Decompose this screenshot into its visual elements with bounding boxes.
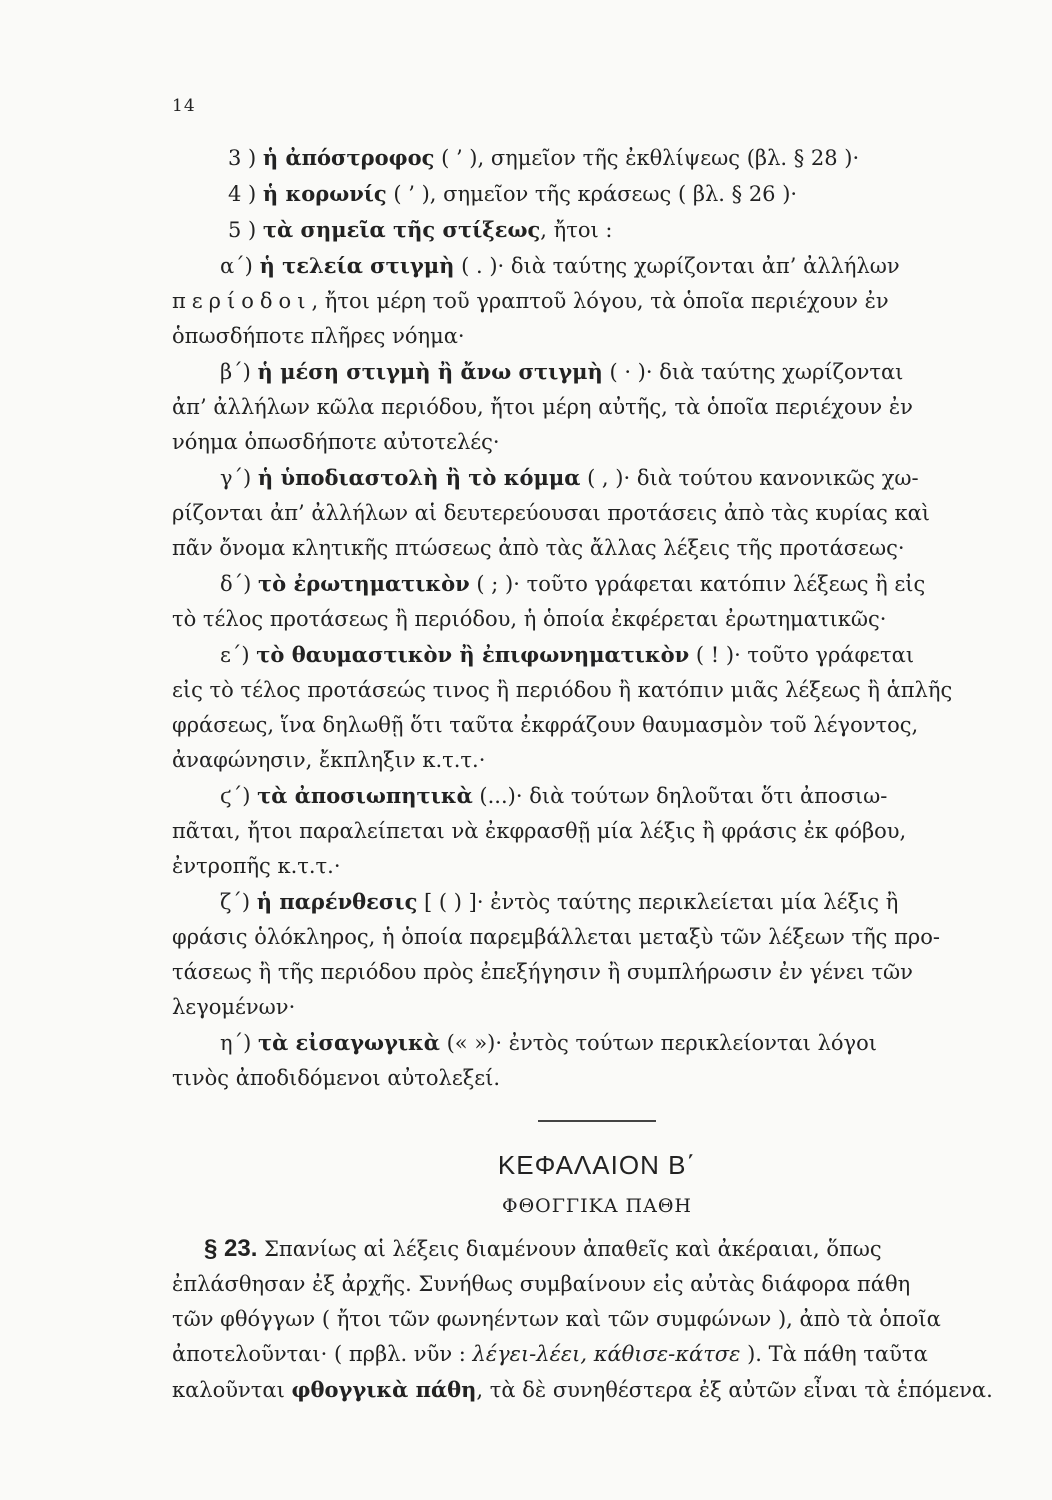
subitem-label: ε΄) <box>220 643 257 667</box>
section-number: § 23. <box>204 1235 258 1262</box>
subitem-label: β΄) <box>220 360 258 384</box>
term-punctuation: τὰ σημεῖα τῆς στίξεως <box>262 217 541 242</box>
section-line-3: τῶν φθόγγων ( ἤτοι τῶν φωνηέντων καὶ τῶν συμφώνων ), ἀπὸ τὰ ὁποῖα <box>172 1307 941 1331</box>
term-middle-stop: ἡ μέση στιγμὴ ἢ ἄνω στιγμὴ <box>257 359 603 384</box>
subitem-e-line4: ἀναφώνησιν, ἔκπληξιν κ.τ.τ.· <box>172 748 486 772</box>
term-ellipsis: τὰ ἀποσιωπητικὰ <box>257 783 473 808</box>
item-5 <box>172 212 1022 248</box>
term-comma: ἡ ὑποδιαστολὴ ἢ τὸ κόμμα <box>257 465 581 490</box>
subitem-text: (...)· διὰ τούτων δηλοῦται ὅτι ἀποσιω- <box>472 784 888 808</box>
subitem-g <box>172 884 1022 920</box>
subitem-a-line2 <box>172 284 1022 319</box>
divider-rule <box>538 1120 656 1122</box>
subitem-h-line2: τινὸς ἀποδιδόμενοι αὐτολεξεί. <box>172 1066 501 1090</box>
subitem-d <box>172 566 1022 602</box>
section-line-4 <box>172 1337 1022 1372</box>
page-content <box>172 140 1022 1408</box>
subitem-f-line2: πᾶται, ἤτοι παραλείπεται νὰ ἐκφρασθῇ μία λέξις ἢ φράσις ἐκ φόβου, <box>172 819 907 843</box>
item-text: ( ’ ), σημεῖον τῆς ἐκθλίψεως (βλ. § 28 )· <box>434 146 860 170</box>
term-exclamation: τὸ θαυμαστικὸν ἢ ἐπιφωνηματικὸν <box>256 642 690 667</box>
subitem-h <box>172 1025 1022 1061</box>
term-full-stop: ἡ τελεία στιγμὴ <box>259 253 455 278</box>
subitem-label: γ΄) <box>220 466 258 490</box>
subitem-label: δ΄) <box>220 572 259 596</box>
subitem-a-line3: ὁπωσδήποτε πλῆρες νόημα· <box>172 324 465 348</box>
subitem-e <box>172 637 1022 673</box>
term-quotation-marks: τὰ εἰσαγωγικὰ <box>257 1030 440 1055</box>
section-text: ἀποτελοῦνται· ( πρβλ. νῦν : <box>172 1342 473 1366</box>
subitem-c-line3: πᾶν ὄνομα κλητικῆς πτώσεως ἀπὸ τὰς ἄλλας λέξεις τῆς προτάσεως· <box>172 536 905 560</box>
subitem-text: ( ; )· τοῦτο γράφεται κατόπιν λέξεως ἢ εἰς <box>469 572 926 596</box>
subitem-f-line3: ἐντροπῆς κ.τ.τ.· <box>172 854 341 878</box>
section-23 <box>172 1231 1022 1408</box>
subitem-b-line2: ἀπ’ ἀλλήλων κῶλα περιόδου, ἤτοι μέρη αὐτῆς, τὰ ὁποῖα περιέχουν ἐν <box>172 395 913 419</box>
section-line-5 <box>172 1372 1022 1408</box>
subitem-e-line3: φράσεως, ἵνα δηλωθῇ ὅτι ταῦτα ἐκφράζουν θαυμασμὸν τοῦ λέγοντος, <box>172 713 919 737</box>
subitem-text: ( ! )· τοῦτο γράφεται <box>689 643 915 667</box>
section-line-2: ἐπλάσθησαν ἐξ ἀρχῆς. Συνήθως συμβαίνουν εἰς αὐτὰς διάφορα πάθη <box>172 1272 911 1296</box>
section-text: Σπανίως αἱ λέξεις διαμένουν ἀπαθεῖς καὶ ἀκέραιαι, ὅπως <box>257 1237 882 1261</box>
subitem-text: ( . )· διὰ ταύτης χωρίζονται ἀπ’ ἀλλήλων <box>454 254 900 278</box>
term-apostrophe: ἡ ἀπόστροφος <box>262 145 435 170</box>
item-text: , ἤτοι : <box>540 218 613 242</box>
subitem-text: ( · )· διὰ ταύτης χωρίζονται <box>602 360 904 384</box>
section-text: ). Τὰ πάθη ταῦτα <box>740 1342 928 1366</box>
subitem-text: [ ( ) ]· ἐντὸς ταύτης περικλείεται μία λέξις ἢ <box>417 890 899 914</box>
section-text: καλοῦνται <box>172 1378 292 1402</box>
subitem-e-line2: εἰς τὸ τέλος προτάσεώς τινος ἢ περιόδου ἢ κατόπιν μιᾶς λέξεως ἢ ἁπλῆς <box>172 678 953 702</box>
subitem-g-line4: λεγομένων· <box>172 995 296 1019</box>
section-text: , τὰ δὲ συνηθέστερα ἐξ αὐτῶν εἶναι τὰ ἑπόμενα. <box>476 1378 993 1402</box>
subitem-b-line3: νόημα ὁπωσδήποτε αὐτοτελές· <box>172 430 500 454</box>
subitem-text: ( , )· διὰ τούτου κανονικῶς χω- <box>580 466 919 490</box>
item-4 <box>172 176 1022 212</box>
term-coronis: ἡ κορωνίς <box>262 181 387 206</box>
chapter-subtitle: ΦΘΟΓΓΙΚΑ ΠΑΘΗ <box>502 1195 692 1217</box>
section-line-1 <box>172 1231 1022 1267</box>
item-3 <box>172 140 1022 176</box>
item-number: 3 ) <box>228 146 263 170</box>
subitem-g-line3: τάσεως ἢ τῆς περιόδου πρὸς ἐπεξήγησιν ἢ συμπλήρωσιν ἐν γένει τῶν <box>172 960 913 984</box>
item-number: 5 ) <box>228 218 263 242</box>
term-question-mark: τὸ ἐρωτηματικὸν <box>258 571 470 596</box>
term-phonetic-changes: φθογγικὰ πάθη <box>291 1377 477 1402</box>
term-parenthesis: ἡ παρένθεσις <box>256 889 418 914</box>
page-number: 14 <box>172 96 196 116</box>
subitem-label: ζ΄) <box>220 890 257 914</box>
item-text: ( ’ ), σημεῖον τῆς κράσεως ( βλ. § 26 )· <box>386 182 798 206</box>
subitem-text: (« »)· ἐντὸς τούτων περικλείονται λόγοι <box>439 1031 877 1055</box>
subitem-label: η΄) <box>220 1031 258 1055</box>
subitem-label: ϛ΄) <box>220 784 258 808</box>
chapter-title: ΚΕΦΑΛΑΙΟΝ Β΄ <box>497 1150 697 1180</box>
subitem-g-line2: φράσις ὁλόκληρος, ἡ ὁποία παρεμβάλλεται μεταξὺ τῶν λέξεων τῆς προ- <box>172 925 941 949</box>
subitem-label: α΄) <box>220 254 260 278</box>
item-number: 4 ) <box>228 182 263 206</box>
example-words: λέγει-λέει, κάθισε-κάτσε <box>472 1342 741 1366</box>
subitem-a <box>172 248 1022 284</box>
subitem-d-line2: τὸ τέλος προτάσεως ἢ περιόδου, ἡ ὁποία ἐκφέρεται ἐρωτηματικῶς· <box>172 607 887 631</box>
subitem-b <box>172 354 1022 390</box>
spaced-word: περίοδοι <box>172 289 312 313</box>
subitem-text: , ἤτοι μέρη τοῦ γραπτοῦ λόγου, τὰ ὁποῖα περιέχουν ἐν <box>311 289 889 313</box>
subitem-f <box>172 778 1022 814</box>
subitem-c <box>172 460 1022 496</box>
subitem-c-line2: ρίζονται ἀπ’ ἀλλήλων αἱ δευτερεύουσαι προτάσεις ἀπὸ τὰς κυρίας καὶ <box>172 501 931 525</box>
